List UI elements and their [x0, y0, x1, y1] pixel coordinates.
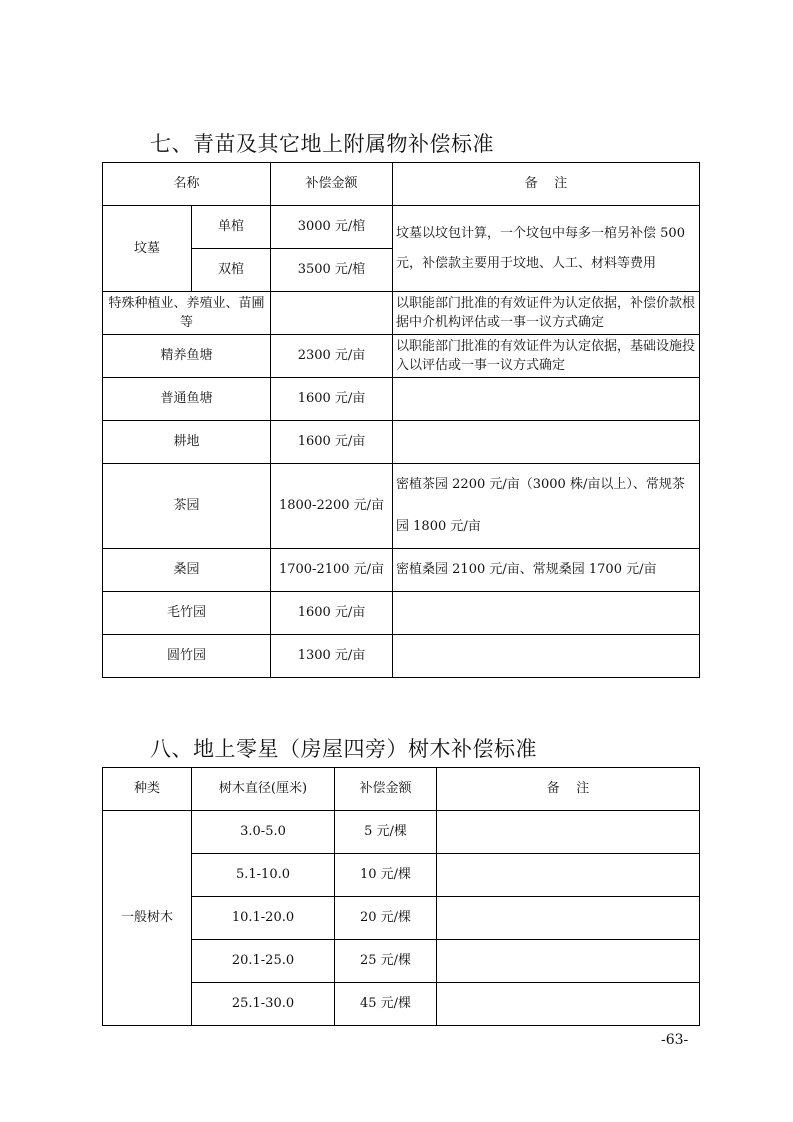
row-name: 茶园: [103, 464, 271, 549]
row-amount: 1600 元/亩: [271, 421, 393, 464]
row-note: [393, 421, 700, 464]
row-amount: 1800-2200 元/亩: [271, 464, 393, 549]
table-row: [103, 378, 700, 421]
row-name: 特殊种植业、养殖业、苗圃等: [103, 292, 271, 335]
tree-type: 一般树木: [103, 811, 192, 1026]
header-amount: 补偿金额: [271, 163, 393, 206]
row-name: 精养鱼塘: [103, 335, 271, 378]
grave-note: 坟墓以坟包计算，一个坟包中每多一棺另补偿 500 元，补偿款主要用于坟地、人工、材料等费用: [393, 206, 700, 292]
row-diameter: 10.1-20.0: [192, 897, 335, 940]
table-row: [103, 854, 700, 897]
table-row: [103, 464, 700, 549]
row-amount: 25 元/棵: [335, 940, 437, 983]
compensation-table-crops: [102, 162, 700, 678]
row-amount: 45 元/棵: [335, 983, 437, 1026]
row-note: [437, 897, 700, 940]
row-amount: 1600 元/亩: [271, 378, 393, 421]
grave-amount: 3500 元/棺: [271, 249, 393, 292]
table-row: [103, 940, 700, 983]
row-amount: 2300 元/亩: [271, 335, 393, 378]
row-amount: 1700-2100 元/亩: [271, 549, 393, 592]
table-row: [103, 549, 700, 592]
row-diameter: 25.1-30.0: [192, 983, 335, 1026]
row-name: 普通鱼塘: [103, 378, 271, 421]
table-row: [103, 983, 700, 1026]
table-row: [103, 635, 700, 678]
table-row: [103, 292, 700, 335]
table-header-row: [103, 163, 700, 206]
row-amount: 20 元/棵: [335, 897, 437, 940]
row-amount: 1600 元/亩: [271, 592, 393, 635]
row-amount: 1300 元/亩: [271, 635, 393, 678]
header-note: 备 注: [437, 768, 700, 811]
header-name: 名称: [103, 163, 271, 206]
table-header-row: [103, 768, 700, 811]
grave-label: 坟墓: [103, 206, 192, 292]
row-name: 毛竹园: [103, 592, 271, 635]
table-row: [103, 897, 700, 940]
row-amount: 5 元/棵: [335, 811, 437, 854]
table-row: [103, 206, 700, 249]
page-number: -63-: [661, 1032, 689, 1048]
table-row: [103, 811, 700, 854]
row-note: [437, 811, 700, 854]
row-name: 圆竹园: [103, 635, 271, 678]
row-note: [393, 592, 700, 635]
table-row: [103, 592, 700, 635]
grave-sub-label: 双棺: [192, 249, 271, 292]
table-row: [103, 421, 700, 464]
row-note: [437, 983, 700, 1026]
row-amount: 10 元/棵: [335, 854, 437, 897]
row-amount: [271, 292, 393, 335]
row-note: [437, 940, 700, 983]
header-note: 备 注: [393, 163, 700, 206]
row-note: 以职能部门批准的有效证件为认定依据，补偿价款根据中介机构评估或一事一议方式确定: [393, 292, 700, 335]
header-type: 种类: [103, 768, 192, 811]
row-note: [393, 378, 700, 421]
row-note: [437, 854, 700, 897]
grave-amount: 3000 元/棺: [271, 206, 393, 249]
grave-sub-label: 单棺: [192, 206, 271, 249]
row-diameter: 5.1-10.0: [192, 854, 335, 897]
compensation-table-trees: [102, 767, 700, 1026]
row-note: [393, 635, 700, 678]
table-row: [103, 335, 700, 378]
row-diameter: 3.0-5.0: [192, 811, 335, 854]
row-name: 桑园: [103, 549, 271, 592]
section-7-title: 七、青苗及其它地上附属物补偿标准: [150, 132, 494, 156]
row-note: 密植桑园 2100 元/亩、常规桑园 1700 元/亩: [393, 549, 700, 592]
section-8-title: 八、地上零星（房屋四旁）树木补偿标准: [150, 737, 537, 761]
header-amount: 补偿金额: [335, 768, 437, 811]
header-diameter: 树木直径(厘米): [192, 768, 335, 811]
row-note: 密植茶园 2200 元/亩（3000 株/亩以上）、常规茶园 1800 元/亩: [393, 464, 700, 549]
row-note: 以职能部门批准的有效证件为认定依据，基础设施投入以评估或一事一议方式确定: [393, 335, 700, 378]
row-diameter: 20.1-25.0: [192, 940, 335, 983]
row-name: 耕地: [103, 421, 271, 464]
